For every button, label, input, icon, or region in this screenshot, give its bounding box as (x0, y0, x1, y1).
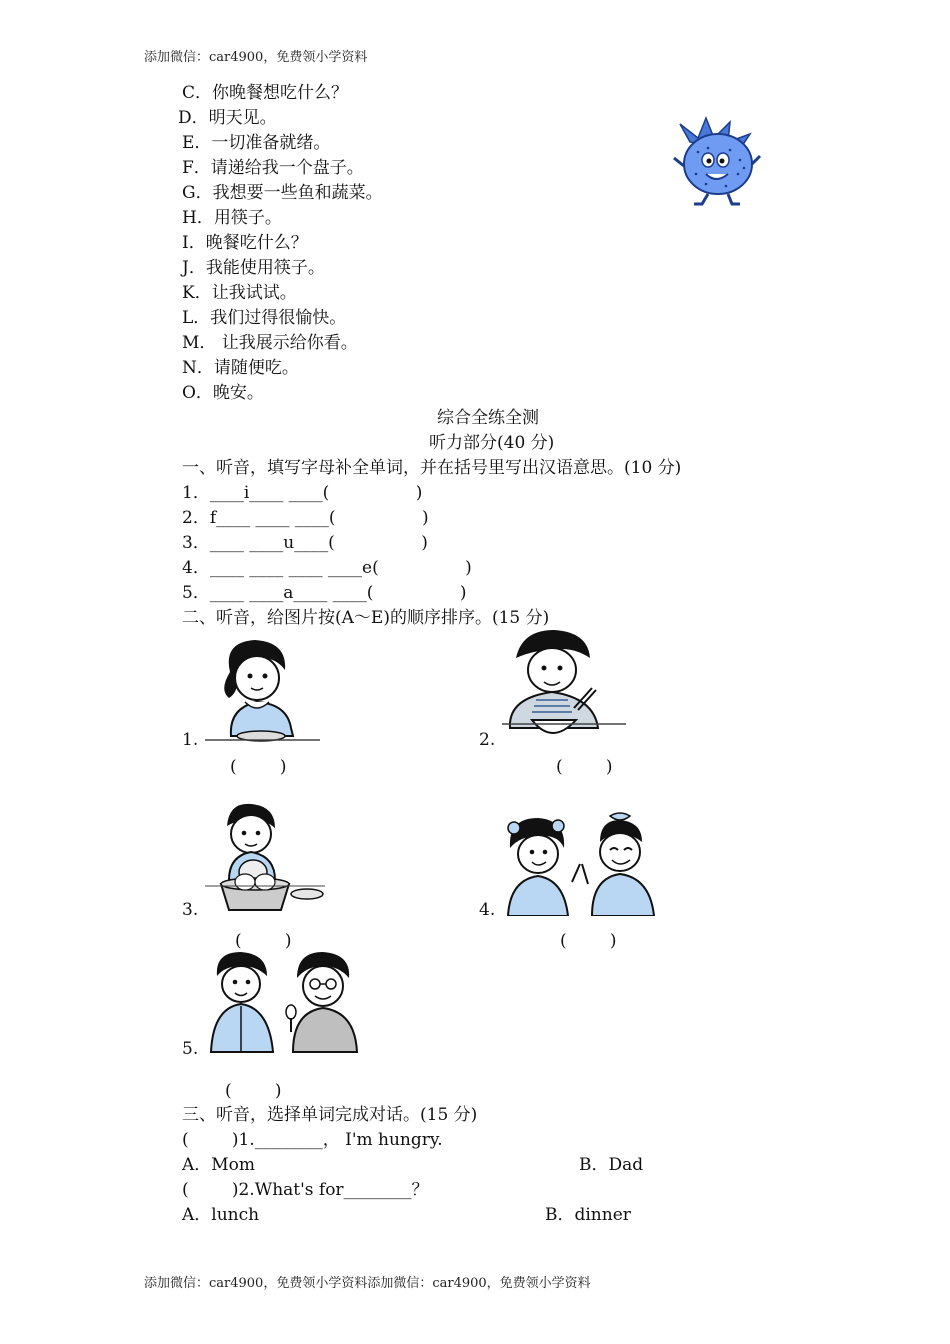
picture-2-answer-paren[interactable]: ( ) (556, 757, 613, 777)
option-n: N．请随便吃。 (182, 358, 299, 378)
section-1-heading: 一、听音，填写字母补全单词，并在括号里写出汉语意思。(10 分) (182, 458, 682, 478)
option-d: D．明天见。 (178, 108, 277, 128)
boy-washing-dishes-illustration (205, 800, 325, 915)
section-3-heading: 三、听音，选择单词完成对话。(15 分) (182, 1105, 478, 1125)
question-2-option-a[interactable]: A．lunch (182, 1205, 260, 1225)
word-item-4: 4．____ ____ ____ ____e( ) (182, 558, 472, 578)
word-item-5: 5．____ ____a____ ____( ) (182, 583, 467, 603)
picture-3-number: 3. (182, 900, 199, 920)
option-f: F．请递给我一个盘子。 (182, 158, 364, 178)
word-item-3: 3．____ ____u____( ) (182, 533, 428, 553)
picture-1-answer-paren[interactable]: ( ) (230, 757, 287, 777)
picture-5-number: 5. (182, 1039, 199, 1059)
boy-and-father-illustration (207, 948, 367, 1056)
two-girls-with-forks-illustration (502, 812, 664, 916)
girl-eating-illustration (205, 632, 320, 744)
word-item-1: 1．____i____ ____( ) (182, 483, 423, 503)
question-1: ( )1.________， I'm hungry. (182, 1130, 443, 1150)
listening-subtitle: 听力部分(40 分) (429, 433, 555, 453)
picture-2-number: 2. (479, 730, 496, 750)
picture-4-number: 4. (479, 900, 496, 920)
footer-watermark: 添加微信：car4900，免费领小学资料添加微信：car4900，免费领小学资料 (144, 1276, 591, 1291)
option-m: M． 让我展示给你看。 (182, 333, 358, 353)
picture-3-answer-paren[interactable]: ( ) (235, 931, 292, 951)
option-l: L．我们过得很愉快。 (182, 308, 347, 328)
question-1-option-b[interactable]: B．Dad (579, 1155, 644, 1175)
option-g: G．我想要一些鱼和蔬菜。 (182, 183, 383, 203)
question-1-option-a[interactable]: A．Mom (182, 1155, 256, 1175)
strawberry-mascot-illustration (668, 112, 764, 208)
header-watermark: 添加微信：car4900，免费领小学资料 (144, 50, 368, 65)
option-j: J．我能使用筷子。 (182, 258, 325, 278)
question-2: ( )2.What's for________？ (182, 1180, 429, 1200)
word-item-2: 2．f____ ____ ____( ) (182, 508, 429, 528)
picture-5-answer-paren[interactable]: ( ) (225, 1081, 282, 1101)
question-2-option-b[interactable]: B．dinner (545, 1205, 631, 1225)
option-c: C．你晚餐想吃什么？ (182, 83, 349, 103)
option-o: O．晚安。 (182, 383, 264, 403)
page-title: 综合全练全测 (437, 408, 539, 428)
section-2-heading: 二、听音，给图片按(A～E)的顺序排序。(15 分) (182, 608, 550, 628)
boy-eating-noodles-illustration (502, 628, 626, 746)
option-k: K．让我试试。 (182, 283, 297, 303)
picture-4-answer-paren[interactable]: ( ) (560, 931, 617, 951)
option-i: I．晚餐吃什么？ (182, 233, 308, 253)
option-h: H．用筷子。 (182, 208, 282, 228)
option-e: E．一切准备就绪。 (182, 133, 331, 153)
picture-1-number: 1. (182, 730, 199, 750)
